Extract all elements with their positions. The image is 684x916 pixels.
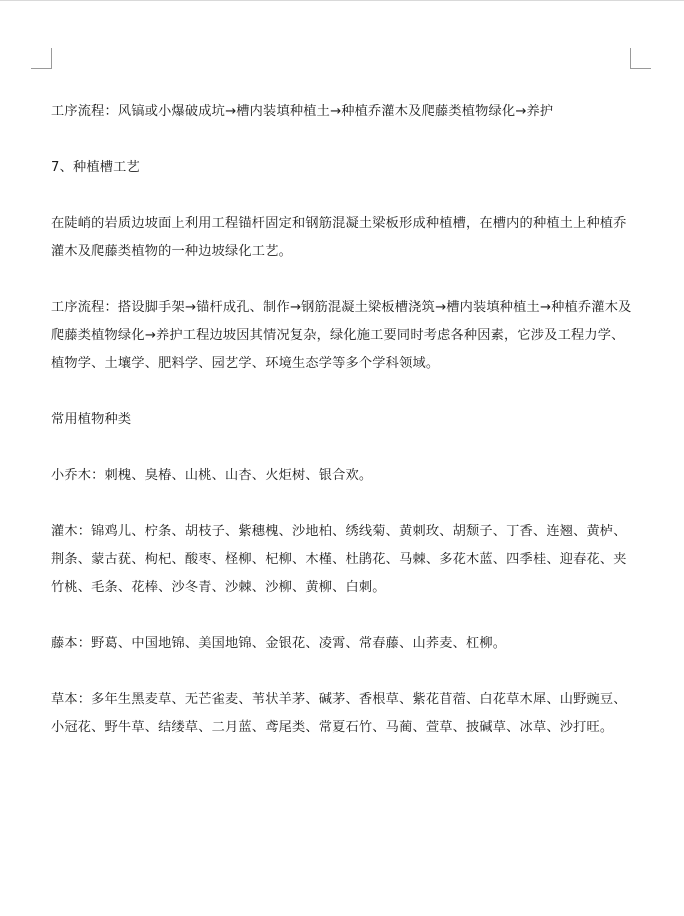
small-trees-list: 小乔木：刺槐、臭椿、山桃、山杏、火炬树、银合欢。 bbox=[51, 468, 373, 483]
planting-trough-description: 在陡峭的岩质边坡面上利用工程锚杆固定和钢筋混凝土梁板形成种植槽，在槽内的种植土上种植乔灌木及爬藤类植物的一种边坡绿化工艺。 bbox=[51, 216, 627, 259]
shrubs-list: 灌木：锦鸡儿、柠条、胡枝子、紫穗槐、沙地柏、绣线菊、黄刺玫、胡颓子、丁香、连翘、黄栌、荆条、蒙古莸、枸杞、酸枣、柽柳、杞柳、木槿、杜鹃花、马棘、多花木蓝、四季桂、迎春花、夹竹桃、毛条、花棒、沙冬青、沙棘、沙柳、黄柳、白刺。 bbox=[51, 524, 627, 595]
margin-corner-mark-right bbox=[630, 48, 651, 69]
margin-corner-mark-left bbox=[31, 48, 52, 69]
section-heading-planting-trough: 7、种植槽工艺 bbox=[51, 160, 140, 175]
page-top-border bbox=[0, 0, 684, 1]
process-flow-paragraph-2: 工序流程：搭设脚手架→锚杆成孔、制作→钢筋混凝土梁板槽浇筑→槽内装填种植土→种植乔灌木及爬藤类植物绿化→养护工程边坡因其情况复杂，绿化施工要同时考虑各种因素，它涉及工程力学、植物学、土壤学、肥料学、园艺学、环境生态学等多个学科领域。 bbox=[51, 300, 632, 371]
section-heading-plant-species: 常用植物种类 bbox=[51, 412, 132, 427]
vines-list: 藤本：野葛、中国地锦、美国地锦、金银花、凌霄、常春藤、山荞麦、杠柳。 bbox=[51, 636, 507, 651]
process-flow-paragraph-1: 工序流程：风镐或小爆破成坑→槽内装填种植土→种植乔灌木及爬藤类植物绿化→养护 bbox=[51, 104, 554, 119]
herbs-list: 草本：多年生黑麦草、无芒雀麦、苇状羊茅、碱茅、香根草、紫花苜蓿、白花草木犀、山野豌豆、小冠花、野牛草、结缕草、二月蓝、鸢尾类、常夏石竹、马蔺、萱草、披碱草、冰草、沙打旺。 bbox=[51, 692, 627, 735]
document-body bbox=[51, 98, 635, 770]
